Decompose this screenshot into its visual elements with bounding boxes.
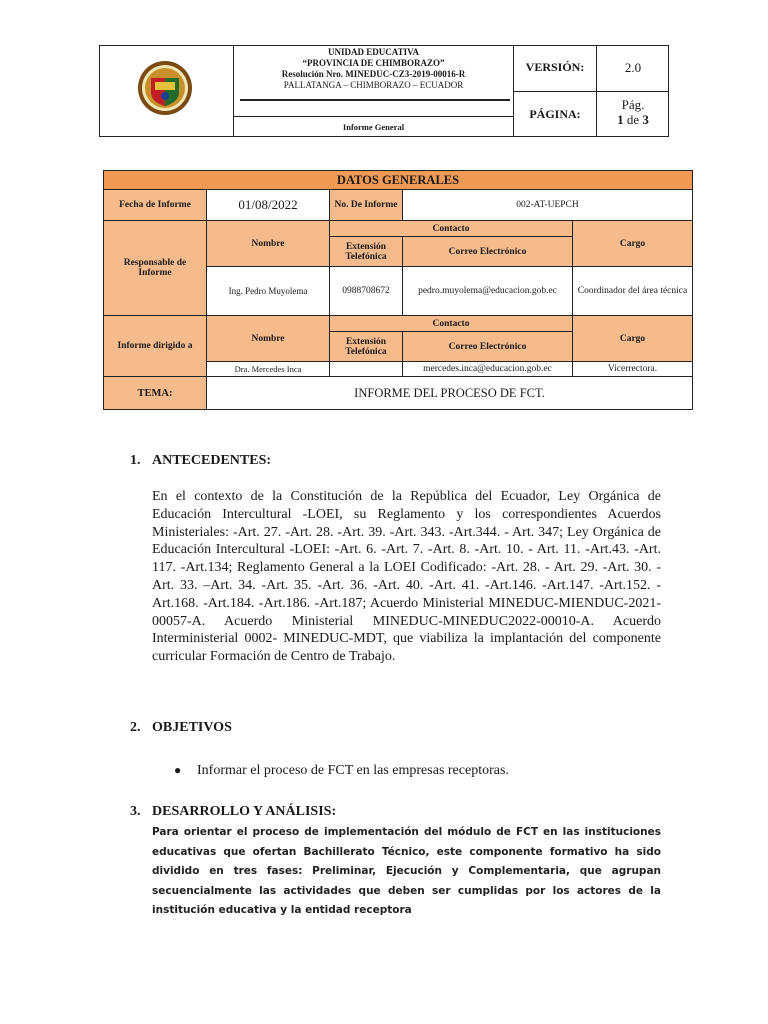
topic-label: TEMA: [104, 377, 207, 410]
section-title: OBJETIVOS [152, 720, 232, 735]
section-number: 2. [130, 720, 141, 735]
org-name: UNIDAD EDUCATIVA [328, 47, 419, 57]
responsible-name-header: Nombre [207, 221, 330, 267]
page-of: de [626, 112, 640, 127]
addressee-email: mercedes.inca@educacion.gob.ec [403, 362, 573, 377]
document-header [99, 45, 669, 137]
page-total: 3 [642, 112, 649, 127]
responsible-contact-header: Contacto [330, 221, 573, 237]
section-antecedentes-heading [130, 453, 271, 469]
report-number-value: 002-AT-UEPCH [403, 190, 693, 221]
objective-text: Informar el proceso de FCT en las empresas receptoras. [197, 763, 509, 778]
page-value [597, 97, 669, 127]
responsible-phone-header: Extensión Telefónica [330, 237, 403, 267]
page-label: PÁGINA: [529, 107, 581, 121]
organization-block [234, 47, 513, 91]
section-number: 1. [130, 453, 141, 468]
document-type: Informe General [342, 122, 405, 132]
addressee-name: Dra. Mercedes Inca [207, 362, 330, 377]
responsible-label: Responsable de Informe [104, 221, 207, 316]
responsible-name: Ing. Pedro Muyolema [207, 267, 330, 316]
responsible-phone: 0988708672 [330, 267, 403, 316]
section-desarrollo-heading [130, 804, 336, 820]
addressee-name-header: Nombre [207, 316, 330, 362]
section-objetivos-heading [130, 720, 232, 736]
addressee-label: Informe dirigido a [104, 316, 207, 377]
addressee-role: Vicerrectora. [573, 362, 693, 377]
responsible-email-header: Correo Electrónico [403, 237, 573, 267]
general-data-table [103, 170, 693, 410]
org-location: PALLATANGA – CHIMBORAZO – ECUADOR [283, 80, 464, 90]
report-date-value: 01/08/2022 [207, 190, 330, 221]
section-antecedentes-text: En el contexto de la Constitución de la República del Ecuador, Ley Orgánica de Educación Intercultural -LOEI, su Reglamento y los correspondientes Acuerdos Ministeriales: -Art. 27. -Art. 28. -Art. 39. -Art. 343. -Art.344. - Art. 347; Ley Orgánica de Educación Intercultural -LOEI: -Art. 6. -Art. 7. -Art. 8. -Art. 10. - Art. 11. -Art.43. -Art. 117. -Art.134; Reglamento General a la LOEI Codificado: -Art. 28. - Art. 29. -Art. 30. - Art. 33. –Art. 34. -Art. 35. -Art. 36. -Art. 40. -Art. 41. -Art.146. -Art.147. -Art.152. -Art.168. -Art.184. -Art.186. -Art.187; Acuerdo Ministerial MINEDUC-MIENDUC-2021-00057-A. Acuerdo Ministerial MINEDUC-MINEDUC2022-00010-A. Acuerdo Interministerial 0002- MINEDUC-MDT, que viabiliza la implantación del componente curricular Formación de Centro de Trabajo. [152, 489, 661, 665]
page-current: 1 [617, 112, 624, 127]
section-title: ANTECEDENTES: [152, 453, 272, 468]
addressee-email-header: Correo Electrónico [403, 332, 573, 362]
org-province: “PROVINCIA DE CHIMBORAZO” [302, 58, 445, 68]
section-title: DESARROLLO Y ANÁLISIS: [152, 804, 337, 819]
topic-value: INFORME DEL PROCESO DE FCT. [207, 377, 693, 410]
addressee-phone [330, 362, 403, 377]
version-label: VERSIÓN: [525, 60, 585, 74]
report-number-label: No. De Informe [330, 190, 403, 221]
responsible-email: pedro.muyolema@educacion.gob.ec [403, 267, 573, 316]
addressee-contact-header: Contacto [330, 316, 573, 332]
addressee-role-header: Cargo [573, 316, 693, 362]
school-logo-icon [137, 60, 193, 116]
bullet-icon: ● [174, 763, 182, 777]
responsible-role: Coordinador del área técnica [573, 267, 693, 316]
section-desarrollo-text: Para orientar el proceso de implementación del módulo de FCT en las instituciones educativas que ofertan Bachillerato Técnico, este componente formativo ha sido dividido en tres fases: Preliminar, Ejecución y Complementaria, que agrupan secuencialmente las actividades que deben ser cumplidas por los actores de la institución educativa y la entidad receptora [152, 826, 661, 917]
section-number: 3. [130, 804, 141, 819]
addressee-phone-header: Extensión Telefónica [330, 332, 403, 362]
responsible-role-header: Cargo [573, 221, 693, 267]
general-data-title: DATOS GENERALES [104, 171, 693, 190]
report-date-label: Fecha de Informe [104, 190, 207, 221]
org-resolution: Resolución Nro. MINEDUC-CZ3-2019-00016-R [281, 69, 466, 79]
page-word: Pág. [621, 97, 645, 112]
version-value: 2.0 [624, 60, 642, 75]
